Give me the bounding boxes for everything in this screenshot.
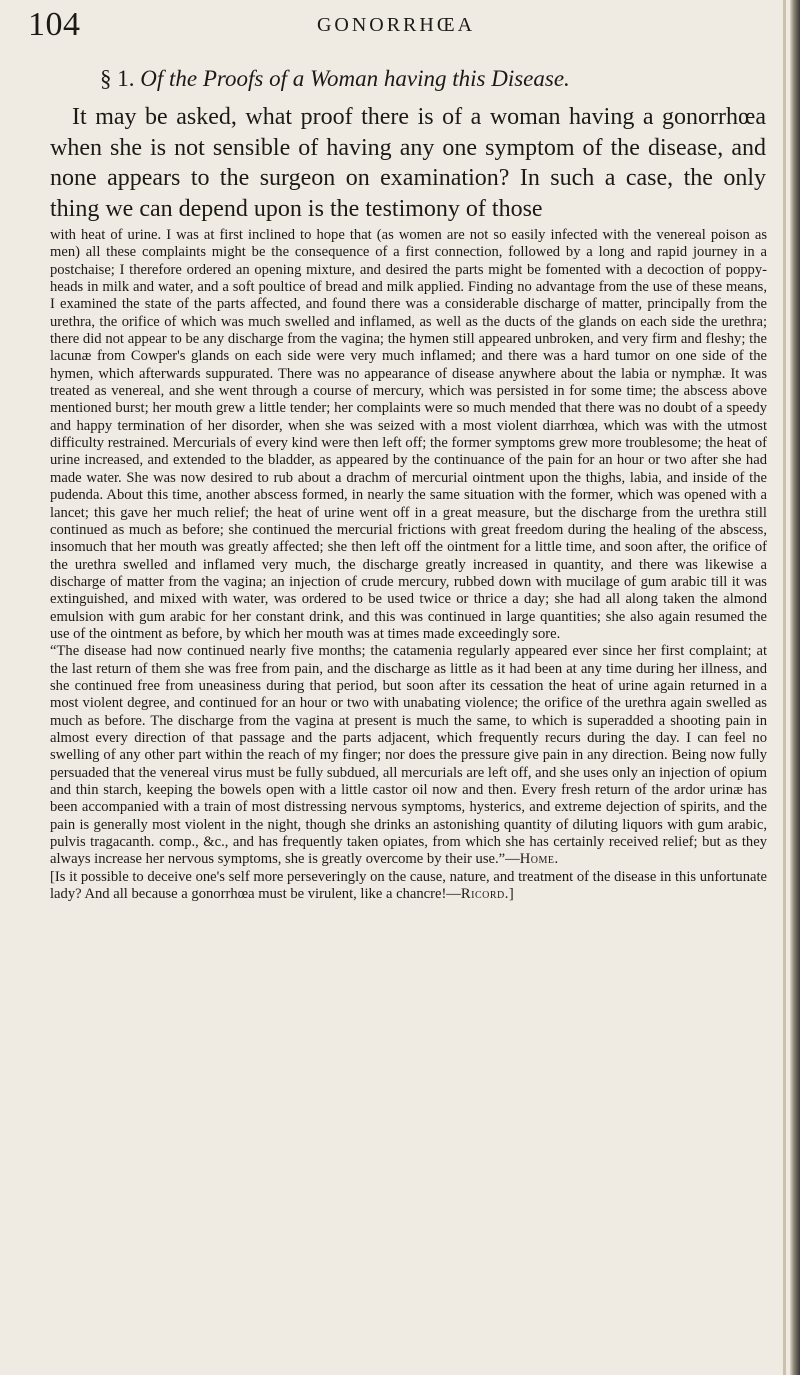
section-heading [100, 66, 740, 92]
page-header [28, 6, 764, 56]
small-print-body [50, 227, 767, 903]
quoted-paragraph [50, 643, 767, 868]
lead-paragraph: It may be asked, what proof there is of a woman having a gonorrhœa when she is not sensible of having any one symptom of the disease, and none appears to the surgeon on examination? In such a case, the only thing we can depend upon is the testimony of those [50, 104, 766, 222]
editor-note [50, 869, 767, 904]
book-spine-edge [790, 0, 800, 1375]
section-prefix: § 1. [100, 66, 135, 91]
note-close-bracket: ] [508, 886, 514, 903]
case-paragraph: with heat of urine. I was at first inclined to hope that (as women are not so easily infected with the venereal poison as men) all these complaints might be the consequence of a first connection, followed by a long and rapid journey in a postchaise; I therefore ordered an opening mixture, and desired the parts might be fomented with a decoction of poppy-heads in milk and water, and a soft poultice of bread and milk applied. Finding no advantage from the use of these means, I examined the state of the parts affected, and found there was a considerable discharge of matter, principally from the urethra, the orifice of which was much swelled and inflamed, as well as the ducts of the glands on each side the urethra; there did not appear to be any discharge from the vagina; the hymen still appeared unbroken, and very firm and fleshy; the lacunæ from Cowper's glands on each side were very much inflamed; and there was a hard tumor on one side of the hymen, which afterwards suppurated. There was no appearance of disease anywhere about the labia or nymphæ. It was treated as venereal, and she went through a course of mercury, which was persisted in for some time; the abscess above mentioned burst; her mouth grew a little tender; her complaints were so much mended that there was no doubt of a speedy and happy termination of her disorder, when she was seized with a most violent diarrhœa, which was with the utmost difficulty restrained. Mercurials of every kind were then left off; the former symptoms grew more troublesome; the heat of urine increased, and extended to the bladder, as appeared by the continuance of the pain for an hour or two after she had made water. She was now desired to rub about a drachm of mercurial ointment upon the thighs, labia, and inside of the pudenda. About this time, another abscess formed, in nearly the same situation with the former, which was opened with a lancet; this gave her much relief; the heat of urine went off in a great measure, but the discharge from the urethra still continued as much as before; she continued the mercurial frictions with great freedom during the healing of the abscess, insomuch that her mouth was greatly affected; she then left off the ointment for a little time, and soon after, the orifice of the urethra swelled and inflamed very much, the discharge greatly increased in quantity, and there was likewise a discharge of matter from the vagina; an injection of crude mercury, rubbed down with mucilage of gum arabic till it was extinguished, and mixed with water, was ordered to be used twice or thrice a day; she had all along taken the almond emulsion with gum arabic for her constant drink, and this was continued in large quantities; she also again resumed the use of the ointment as before, by which her mouth was at times made exceedingly sore. [50, 227, 767, 642]
page-number: 104 [28, 6, 81, 43]
quoted-text: “The disease had now continued nearly five months; the catamenia regularly appeared ever since her first complaint; at the last return of them she was free from pain, and the discharge as little as it had been at any time during her illness, and she continued free from uneasiness during that period, but soon after its cessation the heat of urine again returned in a most violent degree, and continued for an hour or two with unabating violence; the orifice of the urethra again swelled as much as before. The discharge from the vagina at present is much the same, to which is superadded a shooting pain in almost every direction of that passage and the parts adjacent, which frequently recurs during the day. I can feel no swelling of any other part within the reach of my finger; nor does the pressure give pain in any direction. Being now fully persuaded that the venereal virus must be fully subdued, all mercurials are left off, and she uses only an injection of opium and thin starch, keeping the bowels open with a little castor oil now and then. Every fresh return of the ardor urinæ has been accompanied with a train of most distressing nervous symptoms, hysterics, and extreme dejection of spirits, and the pain is generally most violent in the night, though she drinks an astonishing quantity of diluting liquors with gum arabic, pulvis tragacanth. comp., &c., and has frequently taken opiates, from which she has certainly received relief; but as they always increase her nervous symptoms, she is greatly overcome by their use.”— [50, 643, 767, 868]
running-head: GONORRHŒA [316, 14, 476, 36]
page-edge-line [783, 0, 786, 1375]
note-author: Ricord. [460, 886, 509, 903]
section-title: Of the Proofs of a Woman having this Disease. [140, 66, 570, 91]
quote-author: Home. [519, 851, 559, 868]
note-text: [Is it possible to deceive one's self more perseveringly on the cause, nature, and treatment of the disease in this unfortunate lady? And all because a gonorrhœa must be virulent, like a chancre!— [50, 868, 767, 903]
